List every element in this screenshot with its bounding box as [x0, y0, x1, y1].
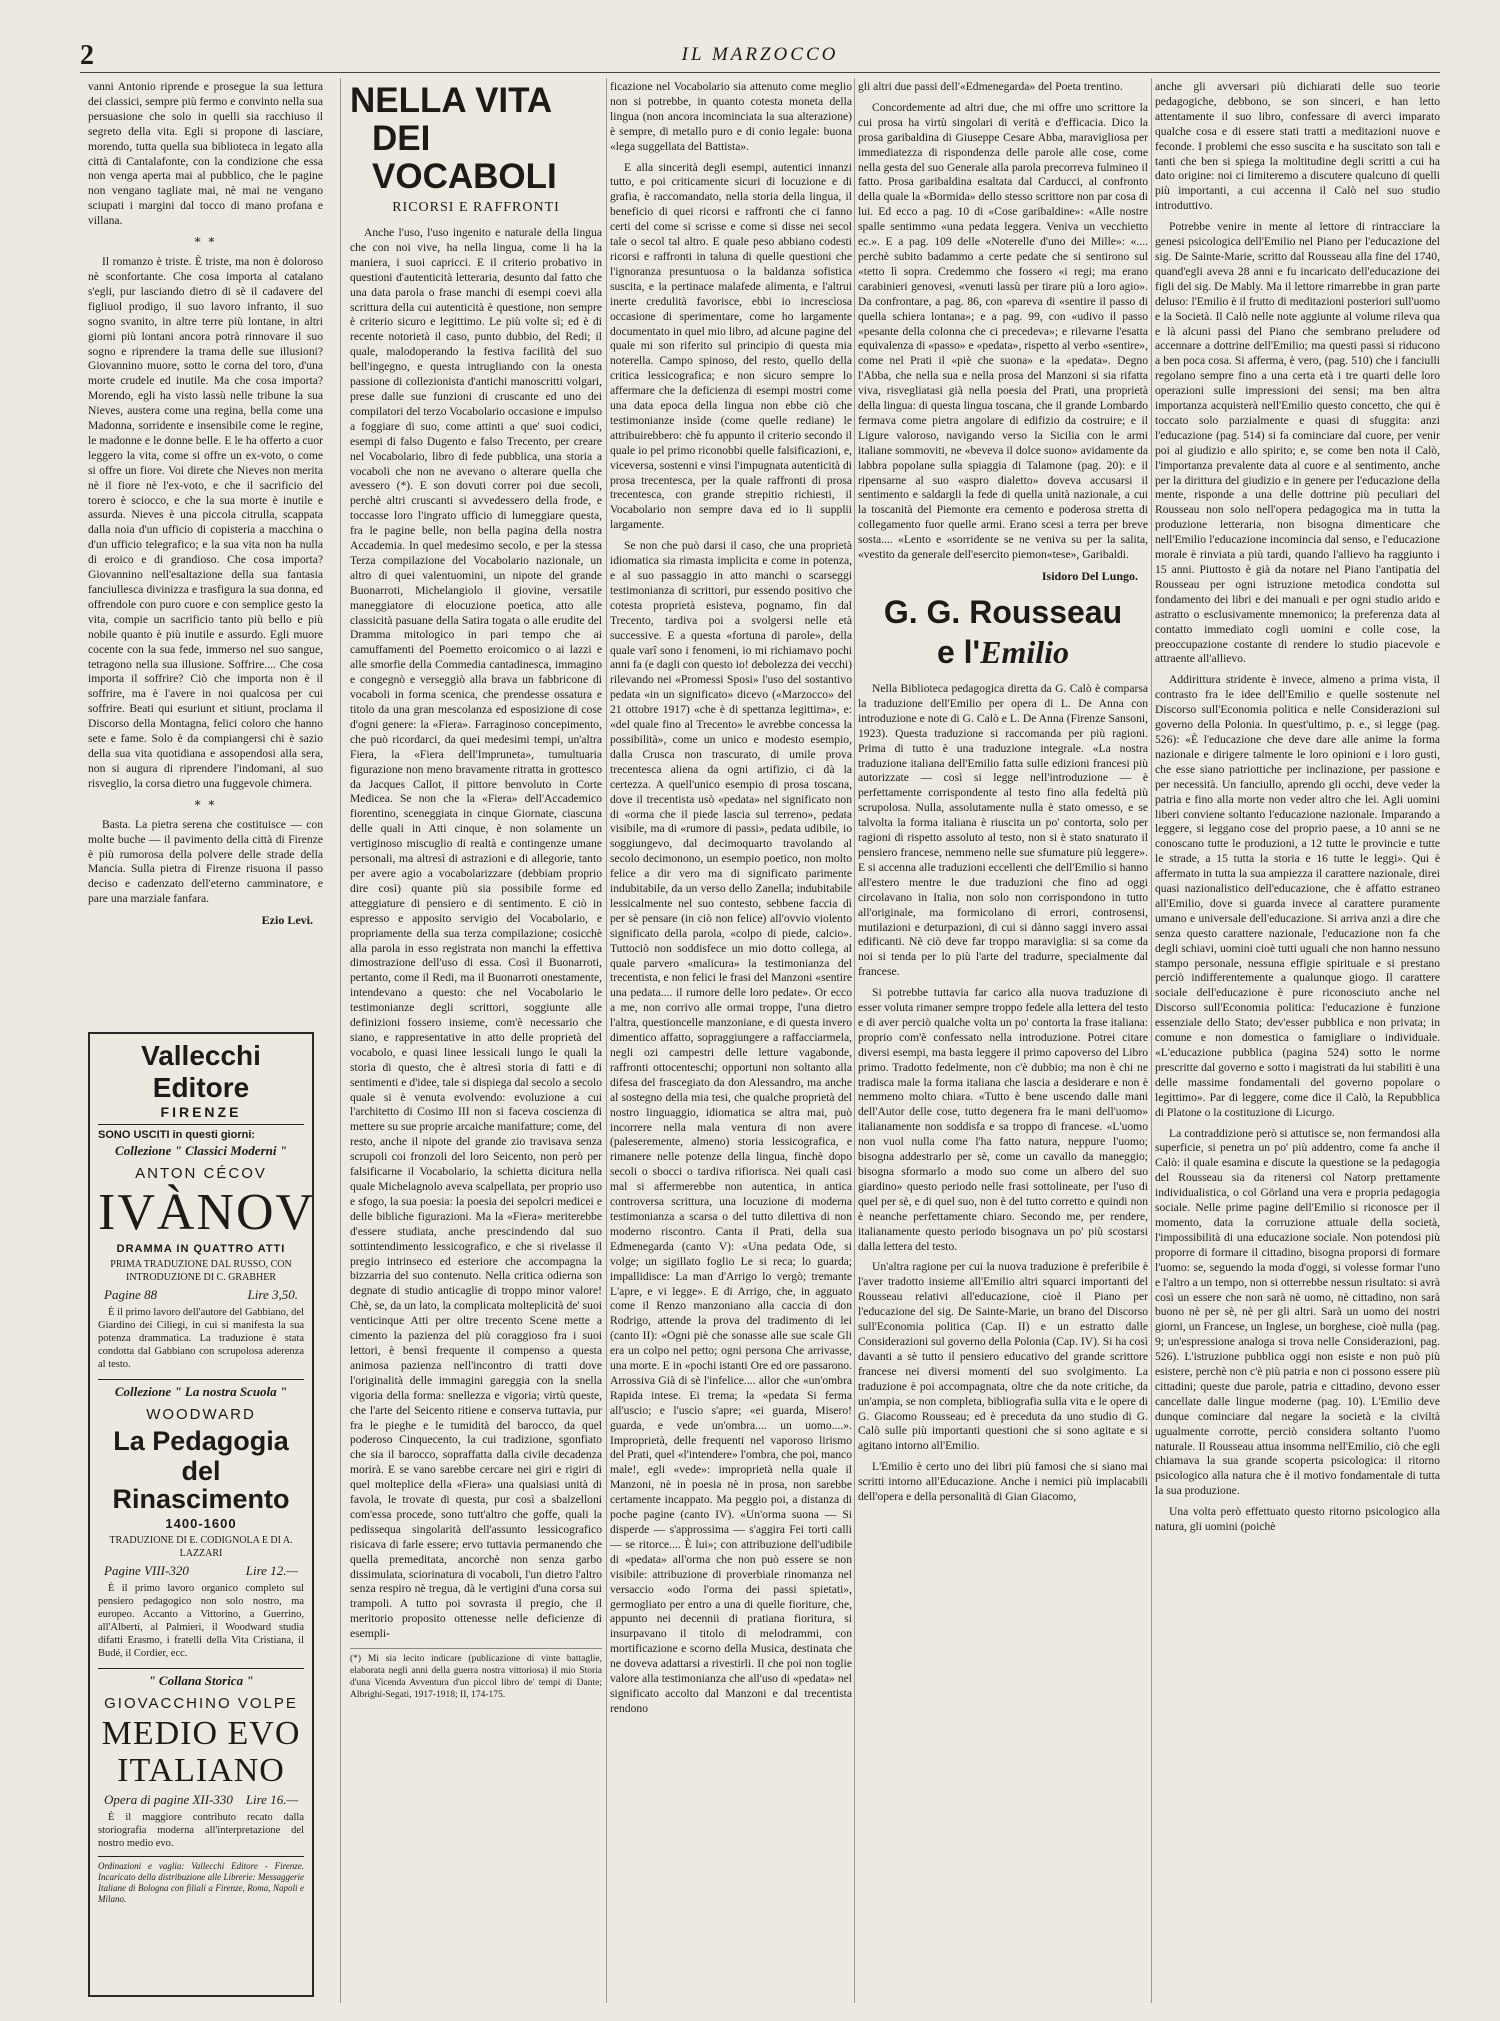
ad-book-description: È il maggiore contributo recato dalla storiografia moderna all'interpretazione del nostro medio evo.	[98, 1812, 304, 1849]
paragraph: Una volta però effettuato questo ritorno psicologico alla natura, gli uomini (poichè	[1155, 1505, 1440, 1534]
article-title	[858, 592, 1148, 672]
paragraph: Un'altra ragione per cui la nuova traduzione è preferibile è l'aver tradotto insieme all'Emilio altri squarci importanti del Rousseau relativi all'educazione, cioè il Piano per l'educazione del sig. De Sainte-Marie, un brano del Discorso sull'Economia politica (Cap. II) e un estratto dalle Considerazioni sul governo della Polonia (Cap. IV). Si ha così davanti a sè tutto il pensiero educativo del grande scrittore francese nei diversi momenti del suo svolgimento. La traduzione è poi accompagnata, oltre che da note critiche, da un'ampia, se non completa, bibliografia sulla vita e le opere di G. Giacomo Rousseau; ed è preceduta da uno studio di G. Calò sulle più importanti questioni che si sono agitate e si agitano intorno all'Emilio.	[858, 1260, 1148, 1453]
paragraph: Nella Biblioteca pedagogica diretta da G. Calò è comparsa la traduzione dell'Emilio per opera di L. De Anna con introduzione e note di G. Calò e L. De Anna (Firenze Sansoni, 1923). Questa traduzione si raccomanda per più ragioni. Prima di tutto è una traduzione integrale. «La nostra traduzione italiana dell'Emilio fatta sulle edizioni francesi più autorizzate — così si legge nell'introduzione — è perfettamente corrispondente al testo fino alla fedeltà più scrupolosa. Nulla, assolutamente nulla è stato omesso, e se talvolta la forma italiana è riuscita un po' contorta, solo per ragioni di rispetto assoluto al testo, non si è stato snaturato il pensiero francese, nemmeno nelle sue sfumature più leggere». E si accenna alle traduzioni eccellenti che dell'Emilio si hanno all'estero mentre le due traduzioni che fino ad oggi circolavano in Italia, non solo non corrispondono in tutto all'originale, ma formicolano di errori, controsensi, mutilazioni e deturpazioni, di cui si dànno saggi invero assai edificanti. Nè ciò deve far troppo maraviglia: si sa come da noi si tenda per lo più l'arte del tradurre, specialmente dal francese.	[858, 682, 1148, 979]
paragraph: Addirittura stridente è invece, almeno a prima vista, il contrasto fra le idee dell'Emilio e quelle sostenute nel Discorso sull'Economia politica e nelle Considerazioni sul governo della Polonia. In quest'ultimo, p. e., si legge (pag. 526): «È l'educazione che deve dare alle anime la forma nazionale e dirigere talmente le loro opinioni e i loro gusti, che esse siano patriottiche per inclinazione, per passione e per necessità. Un fanciullo, aprendo gli occhi, deve veder la patria e fino alla morte non veder altro che lei. Agli uomini liberi conviene soltanto l'educazione nazionale. Imparando a leggere, si leggano cose del proprio paese, a 10 anni se ne conoscano tutte le produzioni, a 12 tutte le provincie e tutte le strade, a 15 tutta la storia e 16 tutte le leggi». Qui è affermato in tutta la sua ampiezza il carattere nazionale, direi quasi nazionalistico dell'educazione, che è affatto estraneo all'Emilio, dove si guarda invece al carattere puramente umano e universale dell'educazione. Si arriva anzi a dire che senza questo carattere nazionale, l'educazione non fa che degli schiavi, uomini cioè tutti uguali che non hanno nessuno stampo personale, nessuna effigie spirituale e si prestano perciò indifferentemente a qualunque giogo. Il carattere sociale dell'educazione è pure riconosciuto anche nel Discorso sull'Economia politica: l'educazione è funzione essenziale dello Stato; dev'esser pubblica e non privata; in comune e non domestica o famigliare o individuale. «L'educazione pubblica (pagina 524) sotto le norme prescritte dal governo e sotto i magistrati da lui stabiliti è una delle massime fondamentali del governo popolare o legittimo». Par di leggere, come dice il Calò, la Repubblica di Platone o la costituzione di Licurgo.	[1155, 673, 1440, 1119]
paragraph: Anche l'uso, l'uso ingenito e naturale della lingua che con noi vive, ha nella lingua, come li ha la maniera, i suoi capricci. E il criterio probativo in questioni d'autenticità letteraria, desunto dal fatto che una data parola o frase manchi di esempi coevi alla scrittura della cui autenticità è questione, non sempre è criterio sicuro e legittimo. Le più volte sì; ed è di recente notorietà il caso, punto dubbio, del Redi; il quale, malodoperando la festiva facilità del suo bell'ingegno, e questa intrugliando con la onesta passione di collezionista d'antichi manoscritti volgari, prese dalle sue funzioni di cruscante ed uno dei compilatori del terzo Vocabolario occasione e impulso a foggiare di suo, come attinti a que' suoi codici, esempi di falso Dugento e falso Trecento, per creare nel Vocabolario, libro di fede pubblica, una storia a vocaboli che non ne avevano o alterare quella che avessero (*). E son dovuti correr poi due secoli, perchè altri cruscanti si avvedessero della frode, e toccasse loro l'ingrato ufficio di lumeggiare questa, fra le pagine belle, non bella pagina della nostra Accademia. In quel medesimo secolo, e per la stessa Terza compilazione del Vocabolario nazionale, un altro di quei valentuomini, un nipote del grande Buonarroti, Michelangiolo il giovine, versatile maneggiatore di elocuzione poetica, atto alle classicità pasuane della Satira togata o alle erudite del Dramma mitologico in pari tempo che ai camuffamenti del Poemetto eroicomico o ai lazzi e alle smorfie della Commedia cantadinesca, immagino e congegnò e verseggiò alla brava un fabbricone di vocaboli in forma scenica, che prendesse ossatura e titolo da una gran mescolanza ed esposizione di cose d'ogni genere: la «Fiera». Farraginoso concepimento, che può ricordarci, da quei medesimi tempi, un'altra Fiera, la «Fiera dell'Impruneta», tumultuaria figurazione non meno bravamente ritratta in grottesco da Jacques Callot, il pittore benvoluto in Corte Medicea. Se non che la «Fiera» dell'Accademico fiorentino, sceneggiata in cinque Giornate, ciascuna delle quali in Atti cinque, è non solamente un vertiginoso miscuglio di realtà e contingenze umane personali, ma altresì di astrazioni e di allegorie, tanto per avere agio a vocabolarizzare (debbiam proprio dire così) quante più sia possibile forme ed atteggiature di pensiero e di sentimento. E ciò in espresso e apposito servigio del Vocabolario, e propriamente della sua terza compilazione; cosicchè alla parola in esso registrata non manchi la effettiva dimostrazione dell'uso di essa. Così il Buonarroti, pertanto, come il Redi, ma il Buonarroti onestamente, intendevano a questo: che nel Vocabolario le testimonianze degli scrittori, soggiunte alle definizioni fossero insieme, com'è necessario che siano, e rappresentative in atto delle proprietà del vocabolo, e quasi linee lessicali lungo le quali la storia di questo, che è altresì storia di fatti e di sentimenti e d'idee, tale si dispiega dal secolo a secolo quale si è venuta evolvendo: evoluzione a cui l'architetto di Cosimo III non si faceva coscienza di mettere su sue proprie arcaiche manifatture; come, del resto, anche il nipote del grande zio travisava senza scrupoli coi fronzoli del loro Seicento, non però per falsificarne il Vocabolario, la schietta dicitura nella quale Michelagnolo aveva scalpellata, per proprio uso e sfogo, la sua poesia: la poesia dei sepolcri medicei e delle bibliche figurazioni. Ma la «Fiera» meriterebbe d'essere studiata, anche prescindendo dal suo sottintendimento lessicografico, e che si rivelasse il pregio intrinseco ed esteriore che accompagna la bizzarria del suo contenuto. Nella critica odierna son degnate di studio anticaglie di troppo minor valore! Chè, se, da un lato, la complicata molteplicità de' suoi venticinque Atti per oltre trecento Scene mette a cimento la pazienza del più coraggioso fra i suoi lettori, è bensì frequente il compenso a questa animosa pazienza nell'incontro di tratti dove l'originalità delle immagini gareggia con la snella vigoria della forma: snellezza e vigoria; virtù queste, che l'arte del Seicento ritiene e conserva tuttavia, pur fra le pieghe e le tumidità del barocco, da quel poderoso Cinquecento, la cui tradizione, sgonfiato che sia il barocco, sopraffatta dalla civile decadenza morirà. E se vano sarebbe cercare nei giri e rigiri di quel molteplice della «Fiera» una qualsiasi unità di favola, le trovate di questa, pur così a sbalzelloni com'essa procede, sono tutt'altro che goffe, quali la pedissequa singolarità dell'assunto lessicografico risicava di farle essere; ervo tuttavia permanendo che quella premeditata, ancorchè non senza garbo dissimulata, sciorinatura di vocaboli, l'un dietro l'altro senza respiro nè tregua, dà le vertigini d'una corsa sui trampoli. A tutto poi sovrasta il pregio, che il meritorio proposito ottenesse nelle deficienze di esempli-	[350, 226, 602, 1641]
ad-book-years: 1400-1600	[165, 1515, 237, 1531]
page-header	[80, 40, 1440, 71]
column-2	[350, 80, 602, 2000]
ad-book-description: È il primo lavoro dell'autore del Gabbiano, del Giardino dei Ciliegi, in cui si manifesta la sua potenza drammatica. La traduzione è stata condotta dal Gabbiano con scrupolosa aderenza al testo.	[98, 1306, 304, 1370]
ad-book-pages: Pagine 88	[104, 1286, 158, 1302]
ad-footer: Ordinazioni e vaglia: Vallecchi Editore - Firenze. Incaricato della distribuzione alle Librerie: Messaggerie Italiane di Bologna con filiali a Firenze, Roma, Napoli e Milano.	[98, 1856, 304, 1905]
author-signature: Isidoro Del Lungo.	[1041, 569, 1138, 583]
ad-book-price: Lire 3,50.	[247, 1286, 298, 1302]
ad-book-title: del Rinascimento	[112, 1455, 290, 1515]
ad-divider	[98, 1668, 304, 1669]
ad-publisher: Vallecchi Editore	[141, 1040, 261, 1103]
column-4	[858, 80, 1148, 2000]
paragraph: gli altri due passi dell'«Edmenegarda» del Poeta trentino.	[858, 80, 1123, 93]
ad-book-author: ANTON CÉCOV	[135, 1165, 267, 1182]
ad-book-author: GIOVACCHINO VOLPE	[104, 1694, 298, 1712]
ad-book-description: È il primo lavoro organico completo sul pensiero pedagogico non solo nostro, ma europeo. Accanto a Vittorino, a Guerrino, all'Alberti, al Palmieri, il Woodward studia difatti Erasmo, i fratelli della Vita Cristiana, il Budé, il Cordier, ecc.	[98, 1582, 304, 1659]
ad-published-note: SONO USCITI in questi giorni:	[98, 1129, 256, 1141]
ad-book-title: MEDIO EVO	[101, 1714, 301, 1752]
paragraph: E alla sincerità degli esempi, autentici innanzi tutto, e poi criticamente sicuri di locuzione e di grafia, è raccomandato, nella storia della lingua, il beneficio di quei ricorsi e raffronti che ci fanno certi del come si scrisse e come si disse nei secol tale o secol tal altro. E quale peso abbiano codesti ricorsi e raffronti in taluna di quelle questioni che l'ignoranza presuntuosa o la baldanza sofistica suscita, e la pertinace malafede alimenta, e l'altrui inerte credulità favorisce, ebbi io increscìosa occasione di sperimentare, come ho largamente documentato in quel mio libro, ad alcune pagine del quale mi son riferito sul principio di questa mia noterella. Campo spinoso, del resto, quello della critica lessicografica; e non sicuro sempre lo affermare che la deficienza di esempi mostri come una data epoca della lingua non ebbe ciò che testimonianze insìde (come quelle rediane) le attribuirebbero: chè fu appunto il criterio secondo il quale io pel primo riconobbi quelle falsificazioni, e, viceversa, sostenni e vinsi l'impugnata autenticità di prosa trecentesca, per la quale raffronti di prosa trecentesca, con grande strepitio richiesti, il Vocabolario non sempre dava ed io li supplii largamente.	[610, 160, 852, 532]
article-title-line	[858, 632, 1148, 672]
ad-city: FIRENZE	[160, 1104, 242, 1120]
column-divider	[606, 78, 607, 2003]
article-title	[350, 82, 602, 196]
ad-book-author: WOODWARD	[146, 1405, 256, 1423]
ad-book-title: La Pedagogia	[113, 1425, 289, 1456]
column-3	[610, 80, 852, 2000]
ad-book-price-row	[104, 1792, 298, 1808]
paragraph: Potrebbe venire in mente al lettore di rintracciare la genesi psicologica dell'Emilio nel Piano per l'educazione del sig. De Sainte-Marie, scritto dal Rousseau alla fine del 1740, quand'egli aveva 28 anni e fu incaricato dell'educazione dei figli del sig. De Mably. Ma il lettore rimarrebbe in gran parte deluso: l'Emilio è il frutto di meditazioni posteriori sull'uomo e la Società. Il Calò nelle note aggiunte al volume rileva qua e là alcuni passi del Piano che sembrano preludere od accennare a dottrine dell'Emilio; ma questi passi si riducono a ben poca cosa. Si afferma, è vero, (pag. 510) che i fanciulli regolano sempre fino a una certa età i tre quarti delle loro operazioni sulle impressioni dei sensi; ma ben altra importanza acquisterà nell'Emilio questo concetto, che qui è toccato solo parzialmente e quasi di sfuggita: anzi l'educazione (pag. 514) si fa cominciare dal cuore, per venir poi al giudizio e allo spirito; e, se come ben nota il Calò, l'importanza prevalente data al cuore e al sentimento, anche per la dirittura del giudizio e in genere per l'educazione della mente, risponde a una delle dottrine più peculiari del Rousseau non solo nell'opera pedagogica ma in tutta la produzione letteraria, non bisogna dimenticare che nell'Emilio l'educazione incomincia dal senso, e l'educazione morale è rinviata a più tardi, quando l'allievo ha raggiunto i 15 anni. Piuttosto è già da notare nel Piano l'antipatia del Rousseau per ogni istruzione metodica condotta sul fondamento dei libri e dei manuali e per ogni studio arido e astratto o esclusivamente mnemonico; la preferenza data al contatto immediato cogli uomini e colle cose, la preoccupazione costante di rendere lo studio piacevole e attraente all'allievo.	[1155, 220, 1440, 666]
article-subtitle: RICORSI E RAFFRONTI	[392, 200, 560, 215]
footnote: (*) Mi sia lecito indicare (publicazione di vinte battaglie, elaborata negli anni della guerra nostra vittoriosa) il mio Storia d'una Vicenda Avventura d'un piccol libro de' tempi di Dante; Albrighi-Segati, 1917-1918; II, 174-175.	[350, 1648, 602, 1701]
paragraph: Il romanzo è triste. È triste, ma non è doloroso nè sconfortante. Che cosa importa al catalano s'egli, pur lasciando dietro di sè il cadavere del figliuol prodigo, il suo lavoro infranto, il suo sogno svanito, in altre terre più lontane, in altri giorni più lontani ancora potrà rinnovare il suo sogno e riprendere la trama delle sue illusioni? Giovannino muore, sotto le corna del toro, d'una morte crudele ed inutile. Ma che cosa importa? Morendo, egli ha visto lassù nelle tribune la sua Nieves, austera come una regina, bella come una Madonna, sorridente e insensibile come le regine, le madonne e le donne belle. E le ha offerto a cuor leggero la vita, come si offre un ex-voto, o come si offre un fiore. Voi direte che Nieves non merita nè il fiore nè l'ex-voto, e che il sacrificio del torero è sciocco, e che la sua morte è inutile e assurda. Nieves è una piccola citrulla, scappata dalla noia d'un ufficio di copisteria a macchina o d'un ufficio telegrafico; e la sua vita non ha nulla di eroico e di grandioso. Che cosa importa? Giovannino nell'esaltazione della sua fantasia fanciullesca divinizza e trasfigura la sua donna, ed offrendole con puro cuore e con semplice gesto la vita, compie un sacrificio tanto più bello e più nobile quanto è più inutile e assurdo. Egli muore cocente con la sua fede, immerso nel suo sangue, tetragono nella sua illusione. Soffrire.... Che cosa importa il soffrire? Ciò che importa non è il soffrire, ma è l'avere in noi qualcosa per cui soffrire. Beati qui esuriunt et sitiunt, proclama il Discorso della Montagna, felici coloro che hanno sete e fame. Solo è da compiangersi chi è sazio della sua vita quotidiana e assopendosi alla sera, non si augura di riprendere l'indomani, al suo risveglio, la corsa dietro una fuggevole chimera.	[88, 255, 323, 790]
header-rule	[80, 72, 1440, 73]
column-1	[88, 80, 323, 1025]
ad-book-translation: TRADUZIONE DI E. CODIGNOLA E DI A. LAZZARI	[109, 1534, 293, 1559]
paragraph: L'Emilio è certo uno dei libri più famosi che si siano mai scritti intorno all'Educazione. Anche i nemici più implacabili dell'opera e della personalità di Gian Giacomo,	[858, 1460, 1148, 1504]
ad-collection-title: " Collana Storica "	[148, 1672, 254, 1688]
ad-book-price: Lire 12.—	[245, 1562, 298, 1578]
article-title-line: DEI VOCABOLI	[372, 119, 557, 196]
author-signature: Ezio Levi.	[261, 913, 313, 928]
article-title-italic: Emilio	[980, 634, 1070, 670]
page-number: 2	[80, 40, 94, 71]
section-separator: * *	[194, 797, 217, 812]
paragraph: vanni Antonio riprende e prosegue la sua lettura dei classici, sempre più fermo e convinto nella sua persuasione che solo in quelli sia racchiuso il segreto della vita. Egli si propone di lasciare, morendo, tutta quella sua biblioteca in legato alla città di Cantalafonte, con la condizione che essa non venga aperta mai al pubblico, che le pagine non vengano tagliate mai, nè mai ne vengano sciupati i margini dal tocco di mano profana e villana.	[88, 80, 323, 228]
ad-book-price: Lire 16.—	[245, 1792, 298, 1807]
paragraph: anche gli avversari più dichiarati delle suo teorie pedagogiche, debbono, se son sinceri, e han letto attentamente il suo libro, confessare di averci imparato qualche cosa e di essere stati tratti a meditazioni nuove e feconde. I problemi che esso suscita e ha suscitato son tali e tanti che ben si spiega la moltitudine degli scritti a cui ha dato origine: noi ci limiteremo a discutere qualcuno di quelli più importanti, a cui accenna il Calò nel suo studio introduttivo.	[1155, 80, 1440, 213]
ad-book-subtitle: DRAMMA IN QUATTRO ATTI	[116, 1242, 286, 1255]
ad-book-price-row	[104, 1563, 298, 1579]
article-title-line: NELLA VITA	[350, 81, 553, 120]
ad-divider	[98, 1124, 304, 1125]
column-5	[1155, 80, 1440, 2000]
ad-collection-title: Collezione " Classici Moderni "	[115, 1143, 287, 1158]
ad-book-pages: Pagine VIII-320	[104, 1562, 189, 1578]
article-title-line: G. G. Rousseau	[883, 594, 1123, 630]
ad-book-title: ITALIANO	[117, 1752, 285, 1790]
article-title-prefix: e l'	[936, 634, 981, 670]
paragraph: ficazione nel Vocabolario sia attenuto come meglio non si potrebbe, in quanto cotesta moneta della lingua (non ancora incominciata la sua alterazione) è sempre, di metallo puro e di conio legale: buona «lega suggellata del Battista».	[610, 80, 852, 153]
section-separator: * *	[194, 235, 217, 250]
ad-book-title: IVÀNOV	[98, 1184, 316, 1241]
ad-book-price-row	[104, 1287, 298, 1303]
paragraph: Si potrebbe tuttavia far carico alla nuova traduzione di esser voluta rimaner sempre troppo fedele alla lettera del testo e di aver perciò qualche volta un po' contorta la frase italiana: proprio com'è confessato nella introduzione. Potrei citare diversi esempi, ma basta leggere il primo capoverso del Libro primo. Tradotto fedelmente, non c'è dubbio; ma non è chi ne tradisca male la forma italiana che lascia a desiderare e non è nemmeno molto chiara. «Tutto è bene uscendo dalle mani dell'Autor delle cose, tutto degenera fra le mani dell'uomo» italianamente non soddisfa e sa troppo di francese. «L'uomo non vuol nulla come l'ha fatto natura, neppure l'uomo; bisogna addestrarlo per sè, come un cavallo da maneggio; bisogna sformarlo a modo suo come un albero del suo giardino» questo periodo nelle frasi sottolineate, per l'uso di quel per sè, e di quel suo, non è del tutto corretto e quindi non è neanche perfettamente chiaro. Secondo me, per rendere, italianamente questo periodo bisognava un po' più scostarsi dalla lettera del testo.	[858, 986, 1148, 1253]
column-divider	[1151, 78, 1152, 2003]
ad-divider	[98, 1379, 304, 1380]
ad-book-translation: PRIMA TRADUZIONE DAL RUSSO, CON INTRODUZIONE DI C. GRABHER	[110, 1258, 292, 1283]
masthead: IL MARZOCCO	[681, 44, 839, 65]
ad-book-pages: Opera di pagine XII-330	[104, 1792, 233, 1807]
paragraph: Concordemente ad altri due, che mi offre uno scrittore la cui prosa ha virtù singolari di verità e d'efficacia. Dico la prosa garibaldina di Giuseppe Cesare Abba, maravigliosa per immediatezza di rispondenza delle parole alle cose, come nella gesta del suo Generale alla parola precorreva fulmineo il fatto. Prosa garibaldina esaltata dal Carducci, al confronto della quale la «Bormida» dello stesso scrittore non par cosa di lui. Ed ecco a pag. 10 di «Cose garibaldine»: «Alle nostre spalle sentimmo «una pedata leggera. Veniva un vecchietto ec.». E a pag. 109 delle «Noterelle d'uno dei Mille»: «.... perchè subito badammo a certe pedate che si sentirono sul «tetto lì sopra. Credemmo che fossero «i regi; ma erano carabinieri genovesi, «venuti lassù per tirare più a loro agio». Da confrontare, a pag. 86, con «pareva di «sentire il passo di quella schiera lontana»; e a pag. 99, con «udivo il passo «pesante della colonna che ci precedeva»; e rilevarne l'esatta equivalenza di «passo» e «pedata», rispetto al verbo «sentire», come nel Prati il «piè che suona» e la «pedata». Degno l'Abba, che nella sua e nella prosa del Manzoni si sia rifatta viva, risvegliatasi già nella poesia del Prati, una proprietà della lingua: di questa lingua toscana, che il grande Lombardo fermava come pietra angolare di edifizio da costruire; e il Ligure valoroso, navigando verso la Sicilia con le armi italiane sommoviti, ne «beveva il dolce suono» avidamente da labbra popolane sulla spiaggia di Talamone (pag. 20): e il ripensarne al suo «aspro dialetto» doveva accusarsi il sentimento e saldargli la fede di quella unità nazionale, a cui la toscanità del Piemonte era cemento e poderosa stretta di collegamento fuor quelle armi. Erano scesi a terra per breve sosta.... «Lento e «sorridente se ne veniva su per la salita, «vestito da generale dell'esercito piemon«tese», Garibaldi.	[858, 100, 1148, 562]
ad-collection-title: Collezione " La nostra Scuola "	[114, 1383, 288, 1399]
paragraph: La contraddizione però si attutisce se, non fermandosi alla superficie, si penetra un po' più addentro, come fa anche il Calò: il quale esamina e discute la questione se la pedagogia del Rousseau sia da ritenersi col Natorp prettamente individualistica, o col Görland una vera e propria pedagogia sociale. Nelle prime pagine dell'Emilio si riconosce per il momento, data la corruzione attuale della società, l'impossibilità di una educazione sociale. Non potendosi più proporre di formare il cittadino, bisogna proporsi di formare l'uomo: se, seguendo la moda d'oggi, si volesse formar l'uno e l'altro a un tempo, non si otterrebbe nessun risultato: si avrà così un essere che non sarà nè uomo, nè cittadino, non sarà buono nè per sè, nè per gli altri. Sarà un uomo dei nostri giorni, un Francese, un Inglese, un borghese, cioè nulla (pag. 9; un'espressione analoga si trova nelle Considerazioni, pag. 526). L'istruzione pubblica oggi non esiste e non può più esistere, perchè non c'è più patria e non ci possono essere più cittadini; queste due parole, patria e cittadino, devono esser cancellate dalle lingue moderne (pag. 10). L'Emilio deve dunque cominciare dal negare la società e la civiltà ugualmente corrotte, perciò considera soltanto l'uomo naturale. Il Rousseau attua insomma nell'Emilio, ciò che egli chiamava la sua grande scoperta psicologica: il ritorno psicologico alla natura che è il motivo fondamentale di tutta la sua produzione.	[1155, 1126, 1440, 1498]
vallecchi-advertisement	[88, 1032, 314, 1997]
paragraph: Basta. La pietra serena che costituisce — con molte buche — il pavimento della città di Firenze è più rumorosa della polvere delle strade della Mancia. Sulla pietra di Firenze risuona il passo deciso e cadenzato dell'eterno camminatore, e pare una marziale fanfara.	[88, 817, 323, 906]
paragraph: Se non che può darsi il caso, che una proprietà idiomatica sia rimasta implicita e come in potenza, e al suo passaggio in atto manchi o scarseggi testimonianza di scrittori, pur essendo positivo che cotesta proprietà esisteva, pognamo, fin dal Trecento, tardiva poi a svolgersi nelle età successive. E a questa «fortuna di parole», della quale varî sono i fenomeni, io mi richiamavo pochi anni fa (e dagli con questo io! debolezza dei vecchi) rilevando nei «Promessi Sposi» l'uso del sostantivo pedata «in un significato» dicevo («Marzocco» del 21 ottobre 1917) «che è di spettanza legittima», e: «del quale fino al Trecento» le avrebbe concessa la possibilità», come un unico e modesto esempio, dalla Crusca non trascurato, di umile prova trecentesca aliena da ogni artifizio, ci dà la certezza. A quell'unico esempio di prosa toscana, dove il trecentista usò «pedata» nel significato non di «orma che il piede lascia sul terreno», pedata visibile, ma di «rumore di passi», pedata udibile, io soggiungevo, dal decimoquarto travolando al secolo decimonono, un esempio poetico, non molto felice a dir vero ma di significato parimente indubitabile, da un verso dello Zanella; indubitabile lessicalmente nel suo contesto, sebbene faccia dì per sè pensare (in ciò non felice) all'ovvio violento significato della parola, «colpo di piede, calcio». Tuttociò non soddisfece un mio dotto collega, al quale parvero «malicura» la testimonianza del trecentista, e non felici le frasi del Manzoni «sentire una pedata.... il rumore delle loro pedate». Or ecco a me, non corrivo alle ormai troppe, l'una dietro l'altra, questioncelle manzoniane, e di questa invero dimentico affatto, sopraggiungere a raffacciarmela, negli ozi campestri delle letture vagabonde, raffronti ottocenteschi; opportuni non soltanto alla difesa del frascegiato da don Alessandro, ma anche al sostegno della mia tesi, che qualche proprietà del nostro linguaggio, idiomatica se altra mai, può incorrere nella mala ventura di non avere (paleseremente, almeno) storia lessicografica, e rimanere nelle potenze della lingua, finchè dopo secoli o sbocci o tardiva rifiorisca. Nei quali casi mal si affermerebbe non autentica, in antica controversa scrittura, una locuzione di moderna testimonianza a scarsa o del tutto dilettiva di non moderno riscontro. Canta il Prati, della sua Edmenegarda (canto V): «Una pedata Ode, si volge; un sigillato foglio Le si reca; lo guarda; impallidisce: La man d'Arrigo lo vergò; tremante L'apre, e vi legge». E di Arrigo, che, in agguato come il Renzo manzoniano alla caccia di don Rodrigo, attende la prova del tradimento di lei (canto II): «Ogni piè che sonasse alle sue scale Gli era un colpo nel petto; ogni persona Che arrivasse, una morte. E in «pochi istanti Ore ed ore passarono. Arrossiva Già di sè l'infelice.... allor che «un'ombra Rapida intese. Ei trema; la «pedata Si ferma all'uscio; e l'uscio s'apre; «ei guarda, Misero! guarda, e vede un'ombra.... un uomo....». Improprietà, delle frequenti nel vaporoso lirismo del Prati, quel «l'intendere» l'ombra, che poi, manco male!, egli «vede»: improprietà nella quale il Manzoni, nè in poesia nè in prosa, non sarebbe certamente incappato. Ma peggio poi, a distanza di poche pagine (canto IV). «Un'orma suona — Si disperde — s'approssima — s'aggira Fei torti calli — se ritorce.... È lui»; con attribuzione dell'udibile di «pedata» all'orma che non può essere se non visibile: attribuzione di proverbiale rinomanza nel versaccio «odo l'orma dei passi spietati», germogliato per entro a una di quelle fioriture, che, appunto nei decennii di pratiana fioritura, si insurpavano il titolo di melodrammi, con mortificazione e scorno della Musica, destinata che ne doveva adattarsi a rivestirli. Il che poi non toglie valore alla testimonianza che all'uso di «pedata» nel significato accolto dal Manzoni e dal trecentista rendono	[610, 539, 852, 1715]
column-divider	[340, 78, 341, 2003]
column-divider	[854, 78, 855, 2003]
